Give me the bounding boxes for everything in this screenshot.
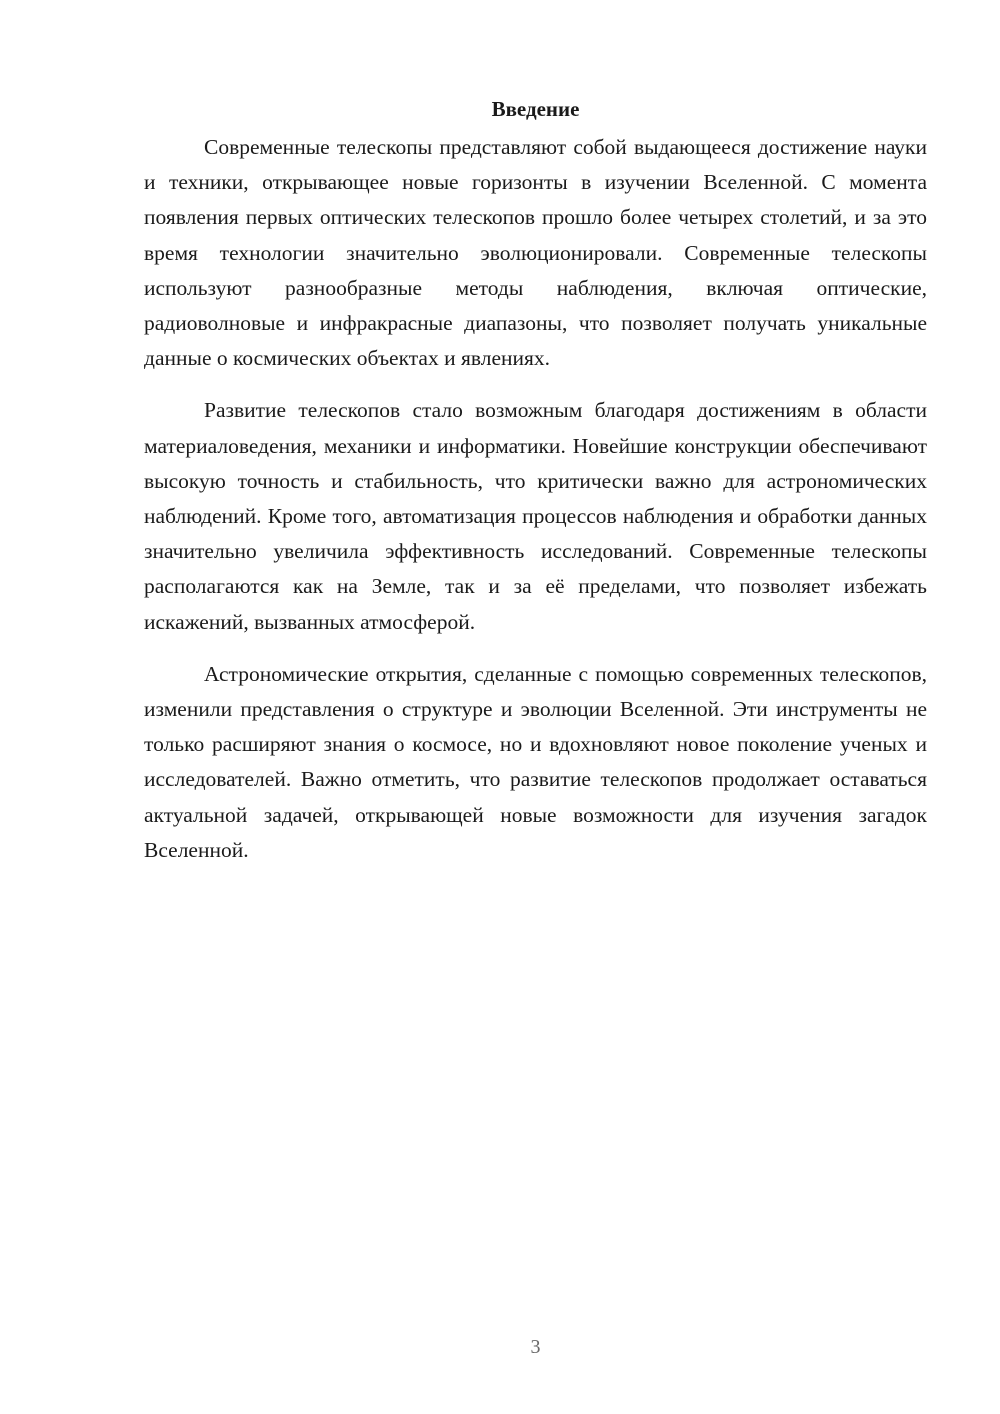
paragraph-2: Развитие телескопов стало возможным благодаря достижениям в области материаловедения, механики и информатики. Новейшие конструкции обеспечивают высокую точность и стабильность, что критически важно для астрономических наблюдений. Кроме того, автоматизация процессов наблюдения и обработки данных значительно увеличила эффективность исследований. Современные телескопы располагаются как на Земле, так и за её пределами, что позволяет избежать искажений, вызванных атмосферой.: [144, 398, 927, 634]
section-heading: Введение: [491, 97, 580, 121]
page-number: 3: [530, 1336, 541, 1358]
paragraph-1: Современные телескопы представляют собой выдающееся достижение науки и техники, открывающее новые горизонты в изучении Вселенной. С момента появления первых оптических телескопов прошло более четырех столетий, и за это время технологии значительно эволюционировали. Современные телескопы используют разнообразные методы наблюдения, включая оптические, радиоволновые и инфракрасные диапазоны, что позволяет получать уникальные данные о космических объектах и явлениях.: [144, 135, 927, 371]
document-body: [144, 92, 927, 885]
paragraph-3: Астрономические открытия, сделанные с помощью современных телескопов, изменили представления о структуре и эволюции Вселенной. Эти инструменты не только расширяют знания о космосе, но и вдохновляют новое поколение ученых и исследователей. Важно отметить, что развитие телескопов продолжает оставаться актуальной задачей, открывающей новые возможности для изучения загадок Вселенной.: [144, 661, 927, 862]
